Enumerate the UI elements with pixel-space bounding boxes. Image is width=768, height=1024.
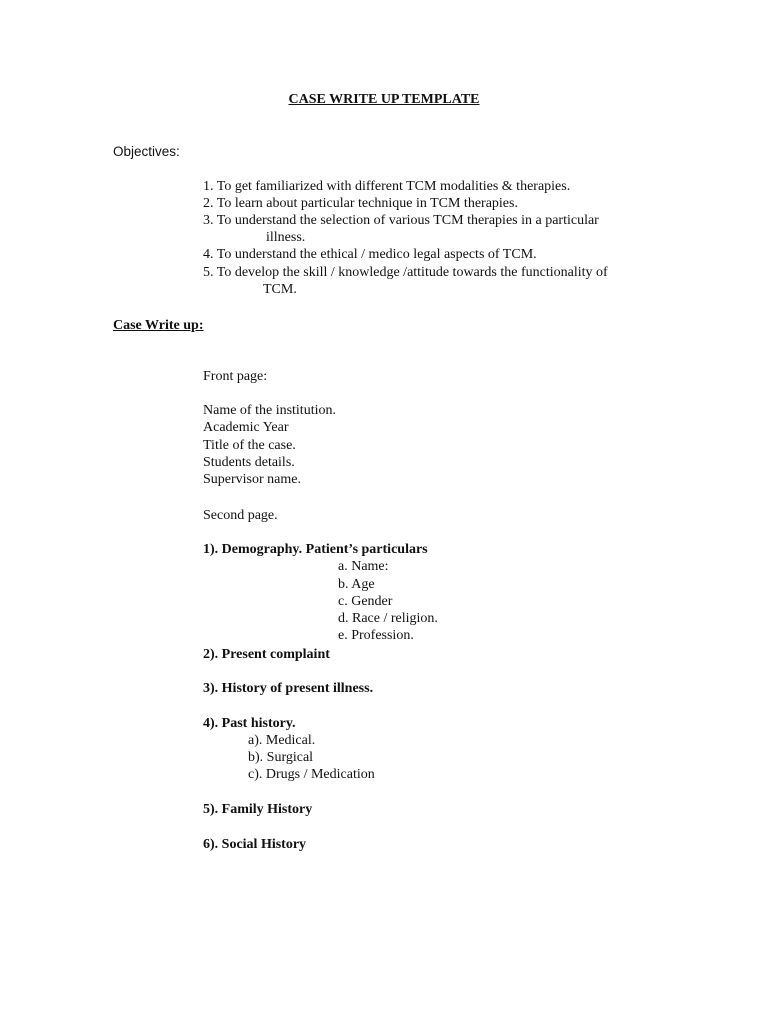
objective-2: 2. To learn about particular technique in TCM therapies. xyxy=(203,196,518,211)
document-title: CASE WRITE UP TEMPLATE xyxy=(288,92,480,107)
case-write-up-heading: Case Write up: xyxy=(113,318,204,333)
demography-item-race: d. Race / religion. xyxy=(338,611,438,626)
section-past-history: 4). Past history. xyxy=(203,716,296,731)
section-history-present-illness: 3). History of present illness. xyxy=(203,681,374,696)
second-page-label: Second page. xyxy=(203,508,278,523)
front-page-label: Front page: xyxy=(203,369,268,384)
section-present-complaint: 2). Present complaint xyxy=(203,647,330,662)
objectives-label: Objectives: xyxy=(113,144,180,159)
past-history-item-medical: a). Medical. xyxy=(248,733,316,748)
section-family-history: 5). Family History xyxy=(203,802,313,817)
objective-4: 4. To understand the ethical / medico legal aspects of TCM. xyxy=(203,247,537,262)
front-page-item-institution: Name of the institution. xyxy=(203,403,336,418)
objective-5: 5. To develop the skill / knowledge /attitude towards the functionality of xyxy=(203,265,608,280)
front-page-item-case-title: Title of the case. xyxy=(203,438,296,453)
objective-3: 3. To understand the selection of various TCM therapies in a particular xyxy=(203,213,599,228)
demography-item-name: a. Name: xyxy=(338,559,389,574)
demography-item-age: b. Age xyxy=(338,577,375,592)
past-history-item-drugs: c). Drugs / Medication xyxy=(248,767,375,782)
objective-5-continued: TCM. xyxy=(263,282,297,297)
demography-item-profession: e. Profession. xyxy=(338,628,414,643)
front-page-item-students: Students details. xyxy=(203,455,295,470)
section-social-history: 6). Social History xyxy=(203,837,307,852)
front-page-item-supervisor: Supervisor name. xyxy=(203,472,301,487)
objective-1: 1. To get familiarized with different TCM modalities & therapies. xyxy=(203,179,571,194)
past-history-item-surgical: b). Surgical xyxy=(248,750,314,765)
objective-3-continued: illness. xyxy=(266,230,306,245)
front-page-item-academic-year: Academic Year xyxy=(203,420,289,435)
section-demography: 1). Demography. Patient’s particulars xyxy=(203,542,428,557)
demography-item-gender: c. Gender xyxy=(338,594,393,609)
